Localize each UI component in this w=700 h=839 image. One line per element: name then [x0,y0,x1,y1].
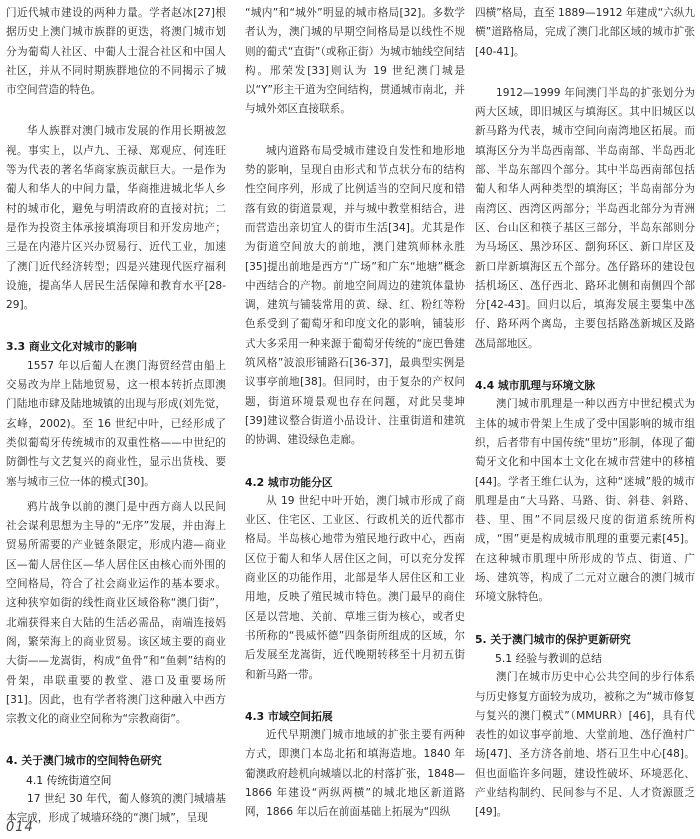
subsection-heading: 5.1 经验与教训的总结 [495,651,602,665]
section-heading: 4. 关于澳门城市的空间特色研究 [6,754,162,768]
column-middle [245,4,465,823]
paragraph: 从 19 世纪中叶开始，澳门城市形成了商业区、住宅区、工业区、行政机关的近代都市格局。半岛核心地带为殖民地行政中心，西南区位于葡人和华人居住区之间，可以充分发挥商业区的功能作用，北部是华人居住区和工业用地，反映了殖民城市特色。澳门最早的商住区是以营地、关前、草堆三街为核心，或者史书所称的“畏威怀德”四条街所组成的区域，尔后发展至龙嵩街，近代晚期转移至十月初五街和新马路一带。 [245,494,465,681]
subsection-heading: 4.1 传统街道空间 [26,773,112,787]
paragraph: 澳门在城市历史中心公共空间的步行体系与历史修复方面较为成功，被称之为“城市修复与复兴的澳门模式”（MMURR）[46]，具有代表性的如议事亭前地、大堂前地、氹仔渔村广场[47]、圣方济各前地、塔石卫生中心[48]。但也面临许多问题，建设性破坏、环境恶化、产业结构制约、民间参与不足、人才资源匮乏[49]。 [475,671,695,819]
section-heading: 4.3 市域空间拓展 [245,709,333,723]
paragraph: 1912—1999 年间澳门半岛的扩张划分为两大区域，即旧城区与填海区。其中旧城区以新马路为代表，城市空间向南湾地区拓展。而填海区分为半岛西南部、半岛南部、半岛西北部、半岛东部四个部分。其中半岛西南部包括葡人和华人两种类型的填海区；半岛南部分为南湾区、西湾区两部分；半岛西北部分为青洲区、台山区和筷子基区三部分，半岛东部则分为马场区、黑沙环区、劏狗环区、新口岸区及新口岸新填海区五个部分。氹仔路环的建设包括机场区、氹仔西北、路环北侧和南侧四个部分[42-43]。回归以后，填海发展主要集中氹仔、路环两个离岛，主要包括路氹新城区及路氹局部地区。 [475,86,695,350]
paragraph: 鸦片战争以前的澳门是中西方商人以民间社会谋利思想为主导的“无序”发展，并由海上贸易所需要的产业链条限定，形成内港—商业区—葡人居住区—华人居住区由核心而外围的空间格局，符合了社会商业运作的基本要求。这种狭窄如街的线性商业区域俗称“澳门街”，北端获得来自大陆的生活必需品，南端连接妈阁，繁荣海上的商业贸易。该区域主要的商业大街——龙嵩街，构成“鱼骨”和“鱼刺”结构的骨架，串联重要的教堂、港口及重要场所[31]。因此，也有学者将澳门这种融入中西方宗教文化的商业空间称为“宗教商街”。 [6,500,226,726]
section-heading: 5. 关于澳门城市的保护更新研究 [475,632,631,646]
paragraph: 澳门城市肌理是一种以西方中世纪模式为主体的城市骨架上生成了受中国影响的城市组织，后者带有中国传统“里坊”形制，体现了葡萄牙文化和中国本土文化在城市营建中的移植[44]。学者王维仁认为，这种“迷城”般的城市肌理是由“大马路、马路、街、斜巷、斜路、巷、里、围”不同层级尺度的街道系统所构成，“围”更是构成城市肌理的重要元素[45]。在这种城市肌理中所形成的节点、街道、广场、建筑等，构成了二元对立融合的澳门城市环境文脉特色。 [475,398,695,604]
section-heading: 3.3 商业文化对城市的影响 [6,340,137,354]
section-heading: 4.4 城市肌理与环境文脉 [475,379,596,393]
paragraph: “城内”和“城外”明显的城市格局[32]。多数学者认为，澳门城的早期空间格局是以线性不规则的葡式“直街”（或称正街）为城市轴线空间结构。邢荣发[33]则认为 19 世纪澳门城是以“Y”形主干道为空间结构，贯通城市南北，并与城外郊区直接联系。 [245,7,465,116]
paragraph: 1557 年以后葡人在澳门海贸经营由船上交易改为岸上陆地贸易，这一根本转折点即澳门陆地市肆及陆地城镇的出现与形成(刘先觉，玄峰，2002)。至 16 世纪中叶，已经形成了类似葡萄牙传统城市的双重性格——中世纪的防御性与文艺复兴的商业性，显示出货栈、要塞与城市三位一体的模式[30]。 [6,359,226,488]
column-left [6,4,226,829]
paragraph: 华人族群对澳门城市发展的作用长期被忽视。事实上，以卢九、王禄、郑观应、何连旺等为代表的著名华商家族贡献巨大。一是作为葡人和华人的中间力量，华商推进城北华人乡村的城市化，避免与明清政府的直接对抗；二是作为投资主体承接填海项目和开发房地产；三是在内港片区兴办贸易行、近代工业，加速了澳门近代经济转型；四是兴建现代医疗福利设施，提高华人居民生活保障和教育水平[28-29]。 [6,125,226,312]
column-right [475,4,695,823]
paragraph: 城内道路布局受城市建设自发性和地形地势的影响，呈现自由形式和节点状分布的结构性空间序列，形成了比例适当的空间尺度和错落有致的街道景观，并与城中教堂相结合，进而营造出亲切宜人的街市生活[34]。尤其是作为街道空间放大的前地，澳门建筑师林永胜[35]提出前地是西方“广场”和广东“地塘”概念中西结合的产物。前地空间周边的建筑体量协调，建筑与铺装常用的黄、绿、红、粉红等粉色系受到了葡萄牙和印度文化的影响，铺装形式大多采用一种来源于葡萄牙传统的“庞巴鲁建筑风格”波浪形铺路石[36-37]，最典型实例是议事亭前地[38]。但同时，由于复杂的产权问题，街道环境景观也存在问题，对此吴斐坤[39]建议整合街道小品设计、注重街道和建筑的协调、建设绿色走廊。 [245,144,465,447]
paragraph: 门近代城市建设的两种力量。学者赵冰[27]根据历史上澳门城市族群的更迭，将澳门城市划分为葡萄人社区、中葡人士混合社区和中国人社区，并从不同时期族群地位的不同揭示了城市空间营造的特色。 [6,7,226,97]
paragraph: 17 世纪 30 年代，葡人修筑的澳门城墙基本完成，形成了城墙环绕的“澳门城”，呈现 [6,792,226,825]
paragraph: 近代早期澳门城市地域的扩张主要有两种方式，即澳门本岛北拓和填海造地。1840 年葡澳政府趁机向城墙以北的村落扩张，1848—1866 年建设“两纵两横”的城北地区新道路网，1866 年以后在前面基础上拓展为“四纵 [245,729,465,819]
page-number: 014 [6,820,34,835]
paragraph: 四横”格局，直至 1889—1912 年建成“六纵九横”道路格局，完成了澳门北部区域的城市扩张[40-41]。 [475,7,695,58]
section-heading: 4.2 城市功能分区 [245,475,333,489]
